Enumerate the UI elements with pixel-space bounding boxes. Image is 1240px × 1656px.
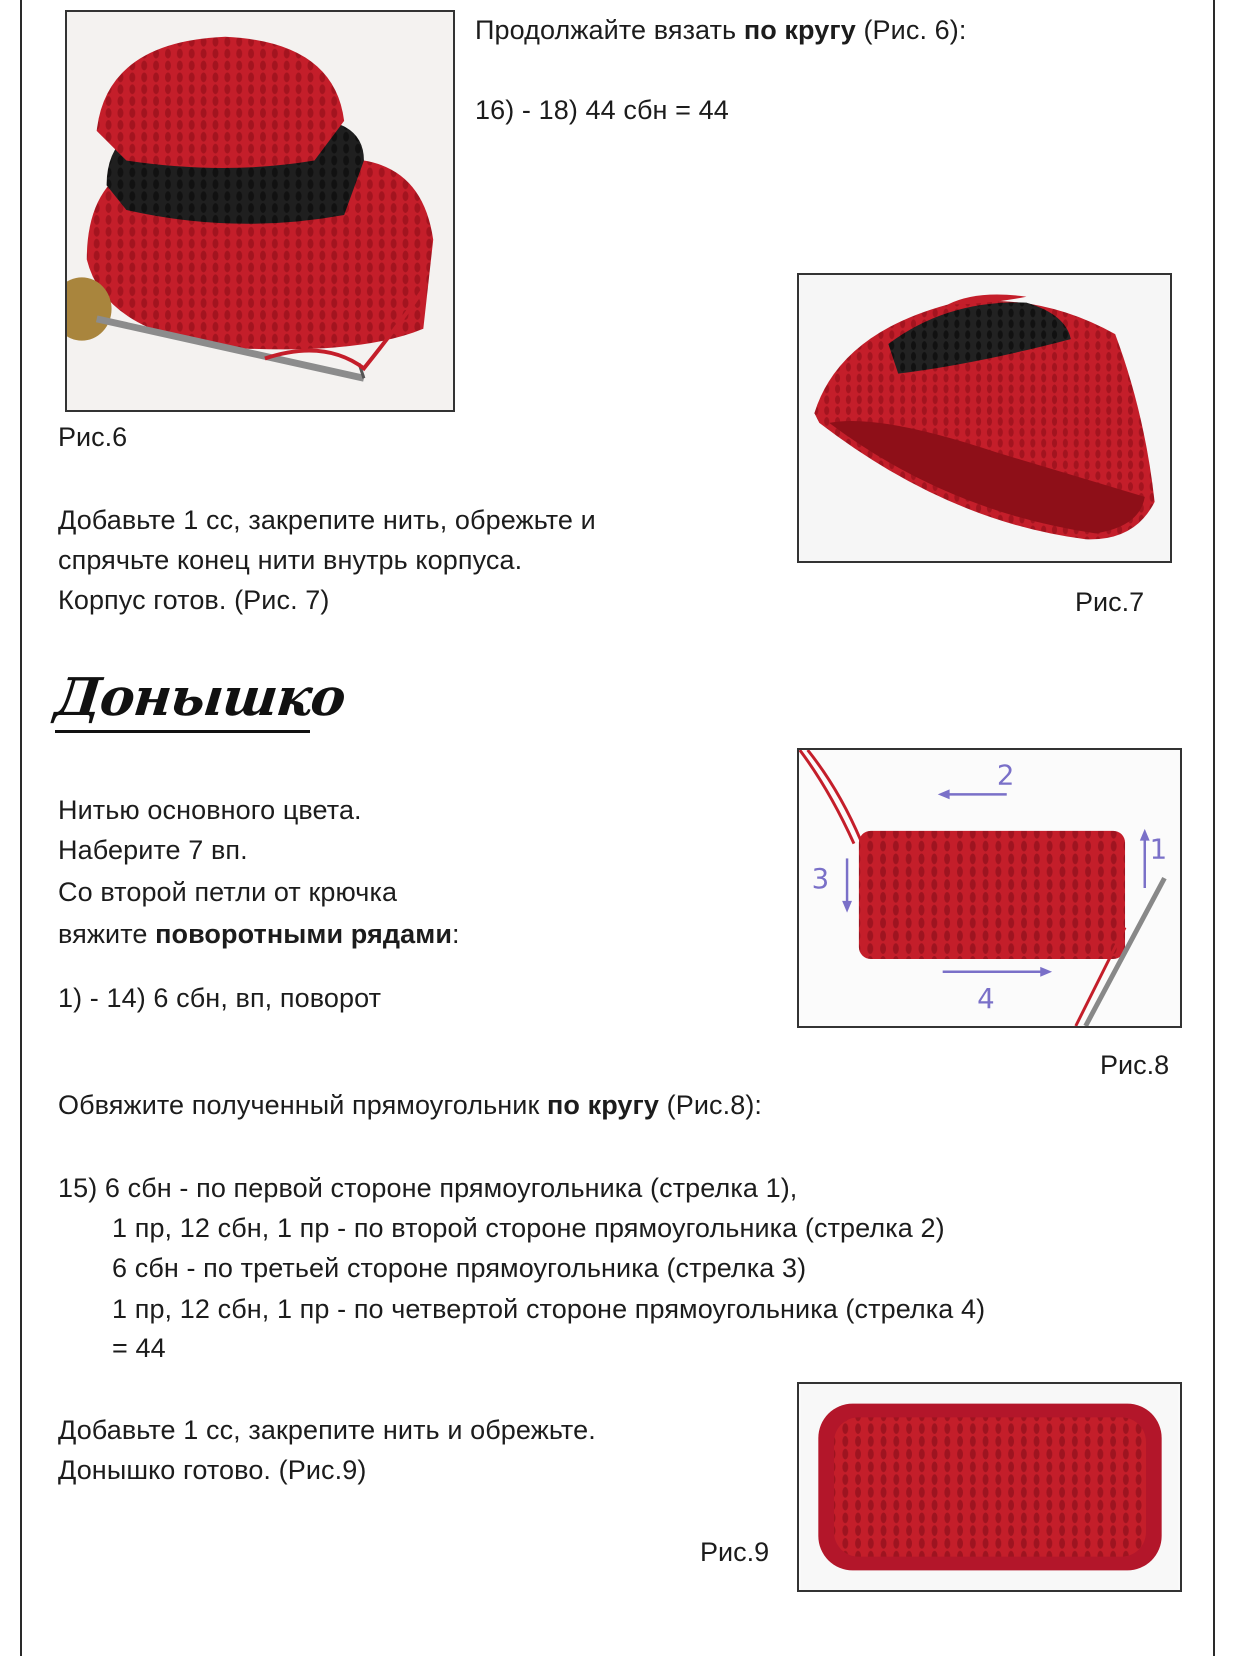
sole-line-3: Со второй петли от крючка — [58, 877, 398, 907]
fig6-caption: Рис.6 — [58, 422, 128, 452]
row15-line-2: 1 пр, 12 сбн, 1 пр - по второй стороне прямоугольника (стрелка 2) — [112, 1213, 945, 1243]
arrow-label-1: 1 — [1149, 832, 1168, 866]
arrow-label-4: 4 — [977, 982, 995, 1016]
figure-8-photo — [797, 748, 1182, 1028]
arrow-label-3: 3 — [811, 862, 830, 895]
finished-sole-image — [799, 1384, 1180, 1590]
finish-line-1: Добавьте 1 сс, закрепите нить, обрежьте и — [58, 505, 596, 535]
sole-rectangle-with-arrows-image — [799, 750, 1180, 1026]
title-underline — [55, 730, 310, 733]
row-16-18: 16) - 18) 44 сбн = 44 — [475, 95, 729, 125]
finish-line-2: спрячьте конец нити внутрь корпуса. — [58, 545, 523, 575]
sole-finish-line-2: Донышко готово. (Рис.9) — [58, 1455, 367, 1485]
figure-6-photo — [65, 10, 455, 412]
row15-line-1: 15) 6 сбн - по первой стороне прямоугольника (стрелка 1), — [58, 1173, 798, 1203]
row15-line-5: = 44 — [112, 1333, 166, 1363]
tie-instruction: Обвяжите полученный прямоугольник по кругу (Рис.8): — [58, 1090, 763, 1120]
row15-line-3: 6 сбн - по третьей стороне прямоугольника (стрелка 3) — [112, 1253, 807, 1283]
sole-rows-1-14: 1) - 14) 6 сбн, вп, поворот — [58, 983, 382, 1013]
fig9-caption: Рис.9 — [700, 1537, 770, 1567]
sole-line-4: вяжите поворотными рядами: — [58, 919, 460, 949]
figure-7-photo — [797, 273, 1172, 563]
sole-line-2: Наберите 7 вп. — [58, 835, 248, 865]
sole-section-title: Донышко — [51, 667, 348, 728]
section1-intro: Продолжайте вязать по кругу (Рис. 6): — [475, 15, 967, 45]
finish-line-3: Корпус готов. (Рис. 7) — [58, 585, 330, 615]
sole-finish-line-1: Добавьте 1 сс, закрепите нить и обрежьте. — [58, 1415, 596, 1445]
crochet-body-with-hook-image — [67, 12, 453, 410]
sole-line-1: Нитью основного цвета. — [58, 795, 362, 825]
fig8-caption: Рис.8 — [1100, 1050, 1170, 1080]
fig7-caption: Рис.7 — [1075, 587, 1145, 617]
row15-line-4: 1 пр, 12 сбн, 1 пр - по четвертой стороне прямоугольника (стрелка 4) — [112, 1294, 986, 1324]
finished-body-image — [799, 275, 1170, 561]
arrow-label-2: 2 — [996, 758, 1015, 792]
figure-9-photo — [797, 1382, 1182, 1592]
